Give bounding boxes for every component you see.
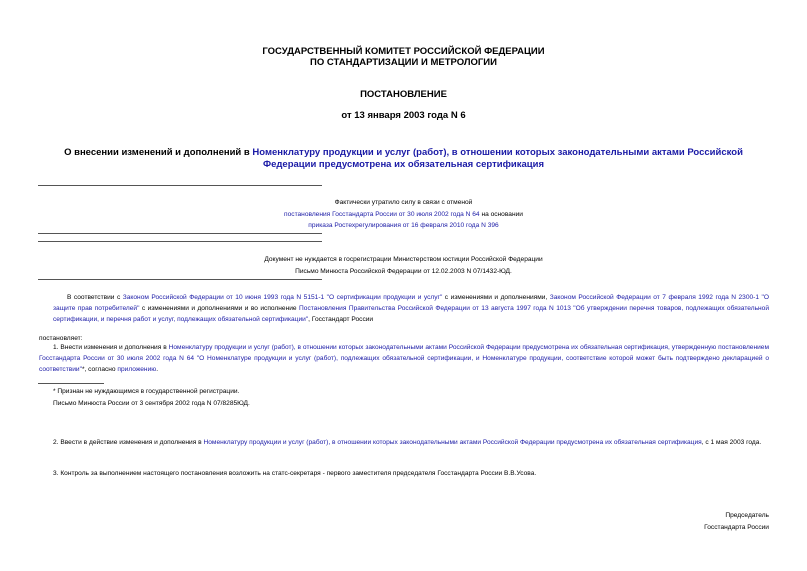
signature-block <box>704 510 769 533</box>
preamble-text: , Госстандарт России <box>308 316 374 324</box>
item-text: 1. Внести изменения и дополнения в <box>53 344 169 351</box>
status-link-order[interactable]: приказа Ростехрегулирования от 16 февраля 2010 года N 396 <box>308 222 499 229</box>
law-certification-link[interactable]: Законом Российской Федерации от 10 июня 1993 года N 5151-1 "О сертификации продукции и услуг" <box>122 294 443 301</box>
law-consumer-rights-link[interactable]: Законом Российской Федерации от 7 февраля 1992 года N 2300-1 "О защите прав потребителей" <box>53 294 769 313</box>
title-link[interactable]: Номенклатуру продукции и услуг (работ), в отношении которых законодательными актами Российской Федерации предусмотрена их обязательная сертификация <box>252 147 743 170</box>
footnote-line-1: * Признан не нуждающимся в государственной регистрации. <box>53 388 240 395</box>
signature-line-2: Госстандарта России <box>704 523 769 531</box>
item-text: . <box>156 366 159 374</box>
item-text: , с 1 мая 2003 года. <box>701 439 762 446</box>
resolves-text: постановляет: <box>39 335 83 342</box>
preamble-text: с изменениями и дополнениями и во исполнение <box>139 305 300 313</box>
status-block <box>0 197 807 232</box>
nomenclature-link[interactable]: Номенклатуру продукции и услуг (работ), в отношении которых законодательными актами Российской Федерации предусмотрена их обязательная сертификация <box>203 439 702 446</box>
agency-line-2: ПО СТАНДАРТИЗАЦИИ И МЕТРОЛОГИИ <box>310 57 497 68</box>
preamble-text: В соответствии с <box>67 294 123 301</box>
registration-line-1: Документ не нуждается в госрегистрации Министерством юстиции Российской Федерации <box>264 256 543 263</box>
appendix-link[interactable]: приложению <box>117 366 157 374</box>
agency-name <box>0 46 807 68</box>
divider <box>38 233 322 234</box>
document-type: ПОСТАНОВЛЕНИЕ <box>360 89 447 100</box>
registration-block <box>0 254 807 277</box>
footnote-divider <box>38 383 104 384</box>
government-resolution-link[interactable]: Постановления Правительства Российской Федерации от 13 августа 1997 года N 1013 "Об утверждении перечня товаров, подлежащих обязательной сертификации, и перечня работ и услуг, подлежащих обязательной сертификации" <box>53 305 769 324</box>
item-text: *, согласно <box>81 366 118 374</box>
divider <box>38 279 322 280</box>
agency-line-1: ГОСУДАРСТВЕННЫЙ КОМИТЕТ РОССИЙСКОЙ ФЕДЕРАЦИИ <box>262 46 545 57</box>
footnote-line-2: Письмо Минюста России от 3 сентября 2002 года N 07/8285ЮД. <box>53 399 250 407</box>
status-link-repeal[interactable]: постановления Госстандарта России от 30 июля 2002 года N 64 <box>284 210 480 218</box>
document-title <box>50 147 757 171</box>
nomenclature-link[interactable]: Номенклатуру продукции и услуг (работ), в отношении которых законодательными актами Российской Федерации предусмотрена их обязательная сертификация, утвержденную постановлением Госстандарта России от 30 июля 2002 года N 64 "О Номенклатуре продукции и услуг (работ), подлежащих обязательной сертификации, и Номенклатуре продукции, соответствие которой может быть подтверждено декларацией о соответствии" <box>39 344 769 374</box>
preamble-paragraph <box>53 292 769 326</box>
item-3-paragraph: 3. Контроль за выполнением настоящего постановления возложить на статс-секретаря - первого заместителя председателя Госстандарта России В.В.Усова. <box>53 470 537 477</box>
footnote <box>53 386 250 409</box>
status-line-1: Фактически утратило силу в связи с отменой <box>334 199 473 206</box>
divider <box>38 241 322 242</box>
divider <box>38 185 322 186</box>
title-prefix: О внесении изменений и дополнений в <box>64 147 253 158</box>
item-1-paragraph <box>39 342 769 376</box>
preamble-text: с изменениями и дополнениями, <box>442 294 550 301</box>
document-date: от 13 января 2003 года N 6 <box>341 110 466 121</box>
status-mid: на основании <box>479 210 523 218</box>
signature-line-1: Председатель <box>725 512 769 519</box>
registration-line-2: Письмо Минюста Российской Федерации от 12.02.2003 N 07/1432-ЮД. <box>295 267 512 275</box>
item-2-paragraph <box>39 437 769 448</box>
item-text: 2. Ввести в действие изменения и дополнения в <box>53 439 204 446</box>
